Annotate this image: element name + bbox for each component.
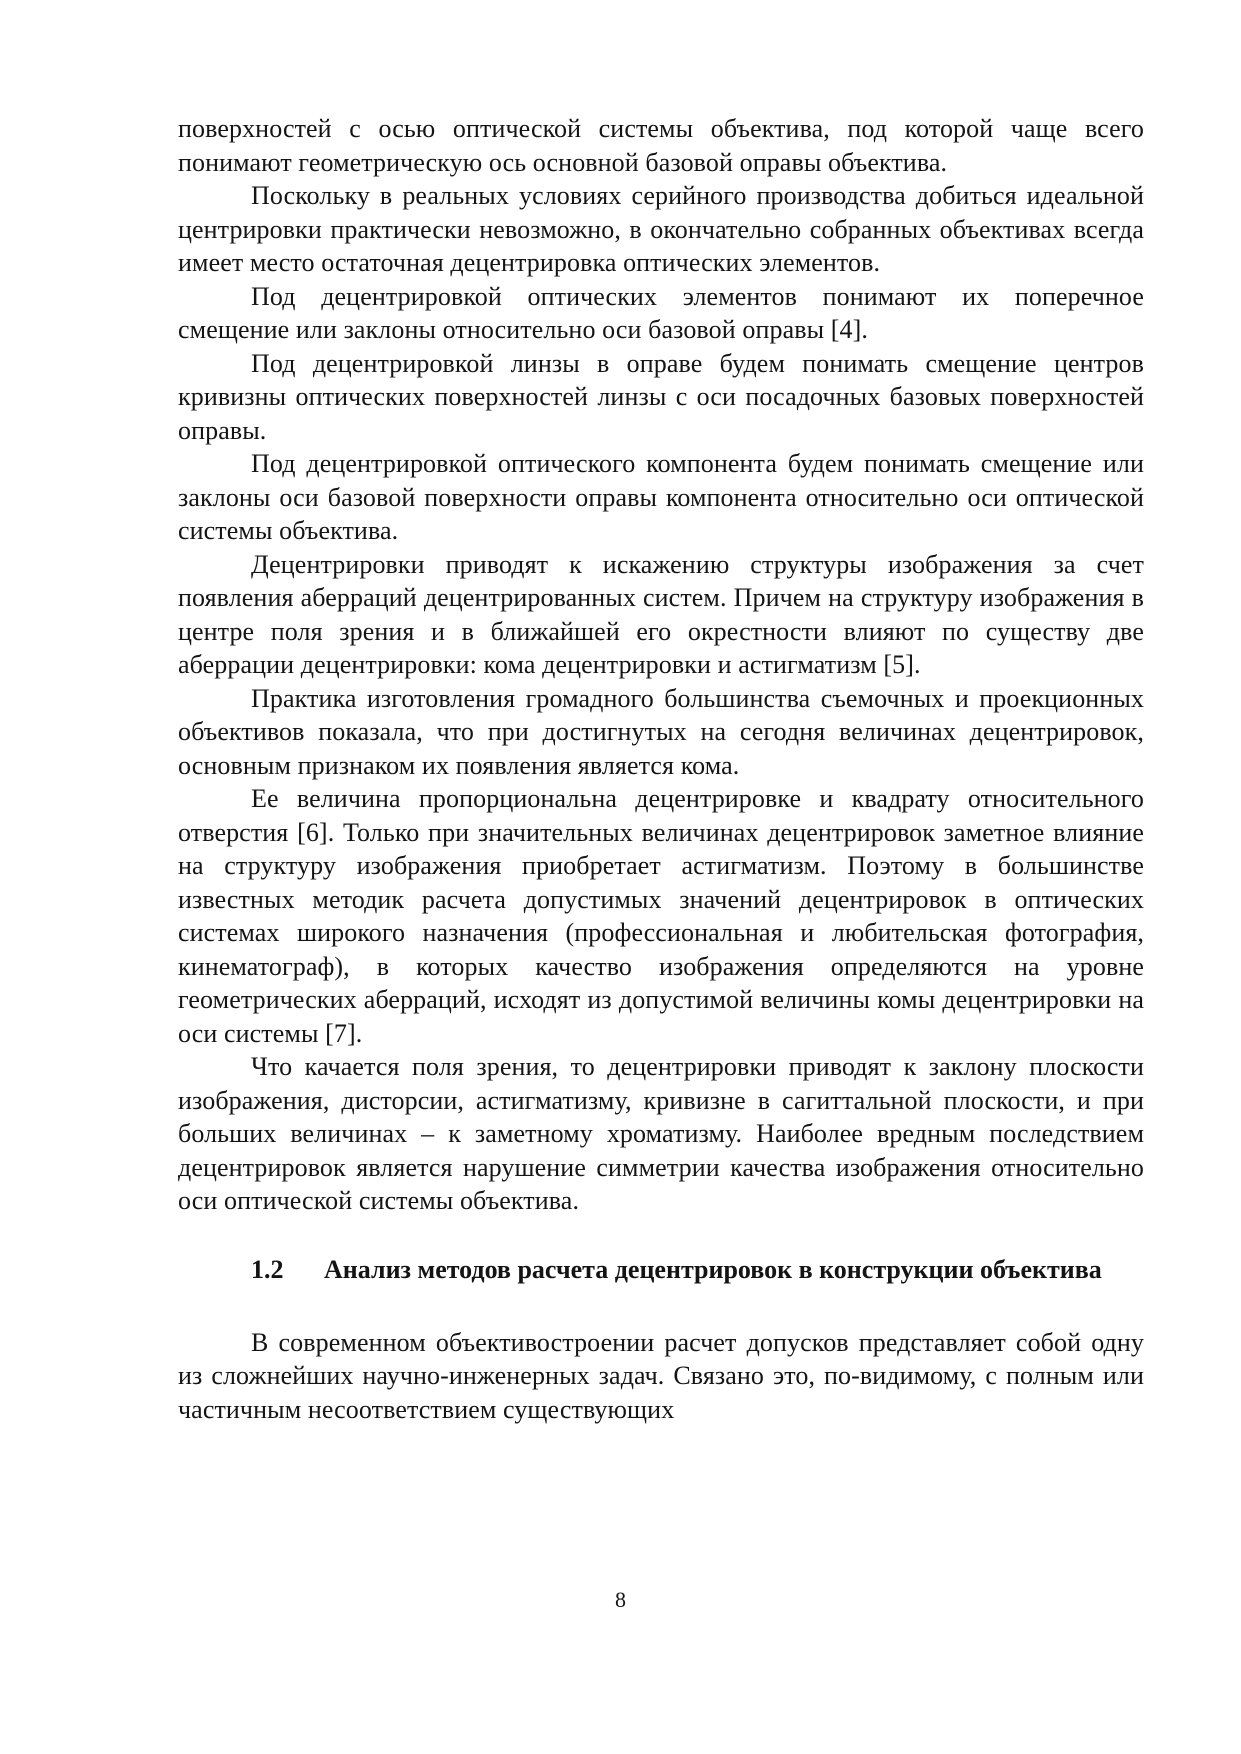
- paragraph-component-decentering: Под децентрировкой оптического компонента будем понимать смещение или заклоны оси базовой поверхности оправы компонента относительно оси оптической системы объектива.: [178, 449, 1144, 545]
- paragraph-practice: Практика изготовления громадного большинства съемочных и проекционных объективов показала, что при достигнутых на сегодня величинах децентрировок, основным признаком их появления является кома.: [178, 683, 1144, 780]
- paragraph-coma-magnitude: Ее величина пропорциональна децентрировке и квадрату относительного отверстия [6]. Только при значительных величинах децентрировок заметное влияние на структуру изображения приобретает астигматизм. Поэтому в большинстве известных методик расчета допустимых значений децентрировок в оптических системах широкого назначения (профессиональная и любительская фотография, кинематограф), в которых качество изображения определяются на уровне геометрических аберраций, исходят из допустимой величины комы децентрировки на оси системы [7].: [178, 784, 1144, 1048]
- paragraph-field-of-view: Что качается поля зрения, то децентрировки приводят к заклону плоскости изображения, дисторсии, астигматизму, кривизне в сагиттальной плоскости, и при больших величинах – к заметному хроматизму. Наиболее вредным последствием децентрировок является нарушение симметрии качества изображения относительно оси оптической системы объектива.: [178, 1052, 1144, 1215]
- section-number: 1.2: [251, 1254, 284, 1284]
- paragraph-decentering-definition: Под децентрировкой оптических элементов понимают их поперечное смещение или заклоны относительно оси базовой оправы [4].: [178, 281, 1144, 344]
- paragraph-lens-decentering: Под децентрировкой линзы в оправе будем понимать смещение центров кривизны оптических поверхностей линзы с оси посадочных базовых поверхностей оправы.: [178, 348, 1144, 445]
- page-body: [178, 112, 1144, 1426]
- paragraph-continuation: поверхностей с осью оптической системы объектива, под которой чаще всего понимают геометрическую ось основной базовой оправы объектива.: [178, 114, 1144, 177]
- paragraph-centering: Поскольку в реальных условиях серийного производства добиться идеальной центрировки практически невозможно, в окончательно собранных объективах всегда имеет место остаточная децентрировка оптических элементов.: [178, 181, 1144, 277]
- section-heading: [178, 1254, 1144, 1286]
- page-number: 8: [615, 1587, 626, 1612]
- paragraph-section-intro: В современном объективостроении расчет допусков представляет собой одну из сложнейших научно-инженерных задач. Связано это, по-видимому, с полным или частичным несоответствием существующих: [178, 1327, 1144, 1424]
- section-title: Анализ методов расчета децентрировок в конструкции объектива: [324, 1254, 1102, 1284]
- paragraph-aberrations: Децентрировки приводят к искажению структуры изображения за счет появления аберраций децентрированных систем. Причем на структуру изображения в центре поля зрения и в ближайшей его окрестности влияют по существу две аберрации децентрировки: кома децентрировки и астигматизм [5].: [178, 549, 1144, 679]
